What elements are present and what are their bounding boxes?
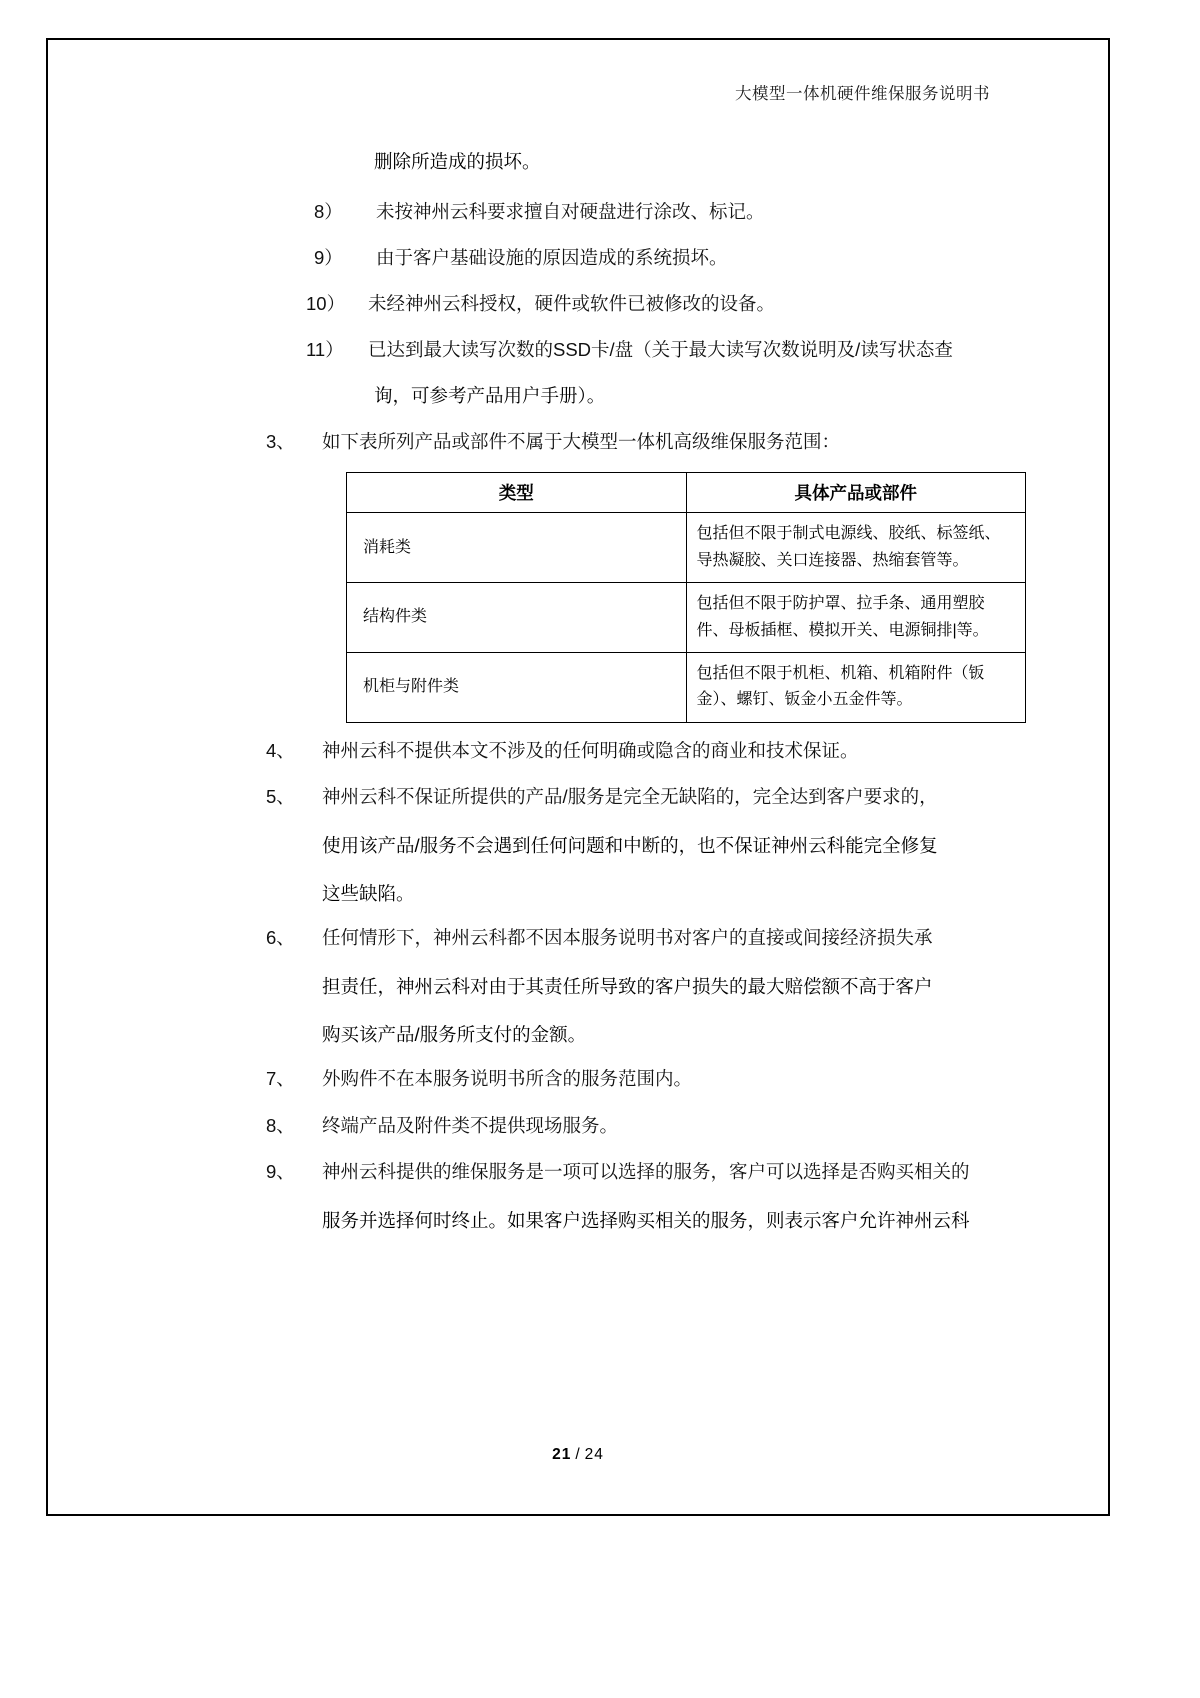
numbered-item	[108, 733, 1048, 769]
continuation-text: 删除所造成的损坏。	[374, 151, 541, 172]
exclusions-table	[346, 472, 1026, 722]
list-marker: 5、	[266, 785, 295, 807]
list-item-text: 由于客户基础设施的原因造成的系统损坏。	[376, 247, 728, 269]
table-cell-type: 结构件类	[347, 583, 687, 653]
footer-current-page: 21	[552, 1446, 572, 1463]
list-marker: 4、	[266, 739, 295, 761]
footer-total-pages: 24	[584, 1446, 604, 1463]
document-header: 大模型一体机硬件维保服务说明书	[735, 84, 990, 103]
page-content	[46, 38, 1110, 1516]
numbered-item-3	[108, 424, 1048, 460]
exclusions-table-wrapper	[346, 472, 1026, 722]
table-header-type: 类型	[347, 473, 687, 513]
list-item	[108, 194, 1048, 230]
list-item-text: 终端产品及附件类不提供现场服务。	[322, 1114, 619, 1136]
table-cell-type: 消耗类	[347, 513, 687, 583]
list-item-text: 神州云科不提供本文不涉及的任何明确或隐含的商业和技术保证。	[322, 739, 859, 761]
table-cell-detail: 包括但不限于防护罩、拉手条、通用塑胶件、母板插框、模拟开关、电源铜排|等。	[686, 583, 1026, 653]
list-marker: 8、	[266, 1114, 295, 1136]
list-item-text: 神州云科提供的维保服务是一项可以选择的服务，客户可以选择是否购买相关的	[322, 1160, 970, 1182]
numbered-item	[108, 779, 1048, 815]
numbered-item	[108, 920, 1048, 956]
list-item-text-wrap: 这些缺陷。	[322, 882, 415, 904]
table-row	[347, 583, 1026, 653]
list-item	[108, 240, 1048, 276]
list-item-text: 神州云科不保证所提供的产品/服务是完全无缺陷的，完全达到客户要求的，	[322, 785, 938, 807]
page-footer	[46, 1446, 1110, 1464]
list-item-text-wrap: 使用该产品/服务不会遇到任何问题和中断的，也不保证神州云科能完全修复	[322, 834, 938, 856]
table-cell-detail: 包括但不限于机柜、机箱、机箱附件（钣金）、螺钉、钣金小五金件等。	[686, 653, 1026, 723]
table-row	[347, 653, 1026, 723]
list-item-text: 未经神州云科授权，硬件或软件已被修改的设备。	[368, 293, 776, 315]
table-header-detail: 具体产品或部件	[686, 473, 1026, 513]
list-item-text-wrap: 购买该产品/服务所支付的金额。	[322, 1023, 587, 1045]
list-marker: 7、	[266, 1068, 295, 1090]
list-item-text-wrap: 担责任，神州云科对由于其责任所导致的客户损失的最大赔偿额不高于客户	[322, 976, 933, 998]
list-item-text-wrap: 询，可参考产品用户手册）。	[374, 385, 606, 407]
numbered-item	[108, 1108, 1048, 1144]
list-item	[108, 286, 1048, 322]
list-item-text-wrap: 服务并选择何时终止。如果客户选择购买相关的服务，则表示客户允许神州云科	[322, 1209, 970, 1231]
footer-separator: /	[575, 1446, 581, 1463]
list-item	[108, 332, 1048, 368]
list-marker: 3、	[266, 431, 295, 453]
numbered-item	[108, 1154, 1048, 1190]
list-marker: 11）	[306, 339, 344, 361]
list-marker: 9）	[314, 247, 343, 269]
list-marker: 10）	[306, 293, 346, 315]
numbered-item	[108, 1061, 1048, 1097]
list-marker: 9、	[266, 1160, 295, 1182]
list-marker: 6、	[266, 927, 295, 949]
list-item-text: 如下表所列产品或部件不属于大模型一体机高级维保服务范围：	[322, 431, 841, 453]
table-cell-type: 机柜与附件类	[347, 653, 687, 723]
list-item-text: 未按神州云科要求擅自对硬盘进行涂改、标记。	[376, 201, 765, 223]
table-cell-detail: 包括但不限于制式电源线、胶纸、标签纸、导热凝胶、关口连接器、热缩套管等。	[686, 513, 1026, 583]
table-header-row	[347, 473, 1026, 513]
table-row	[347, 513, 1026, 583]
list-marker: 8）	[314, 201, 343, 223]
list-item-text: 任何情形下，神州云科都不因本服务说明书对客户的直接或间接经济损失承	[322, 927, 933, 949]
list-item-text: 已达到最大读写次数的SSD卡/盘（关于最大读写次数说明及/读写状态查	[368, 339, 953, 361]
list-item-text: 外购件不在本服务说明书所含的服务范围内。	[322, 1068, 693, 1090]
